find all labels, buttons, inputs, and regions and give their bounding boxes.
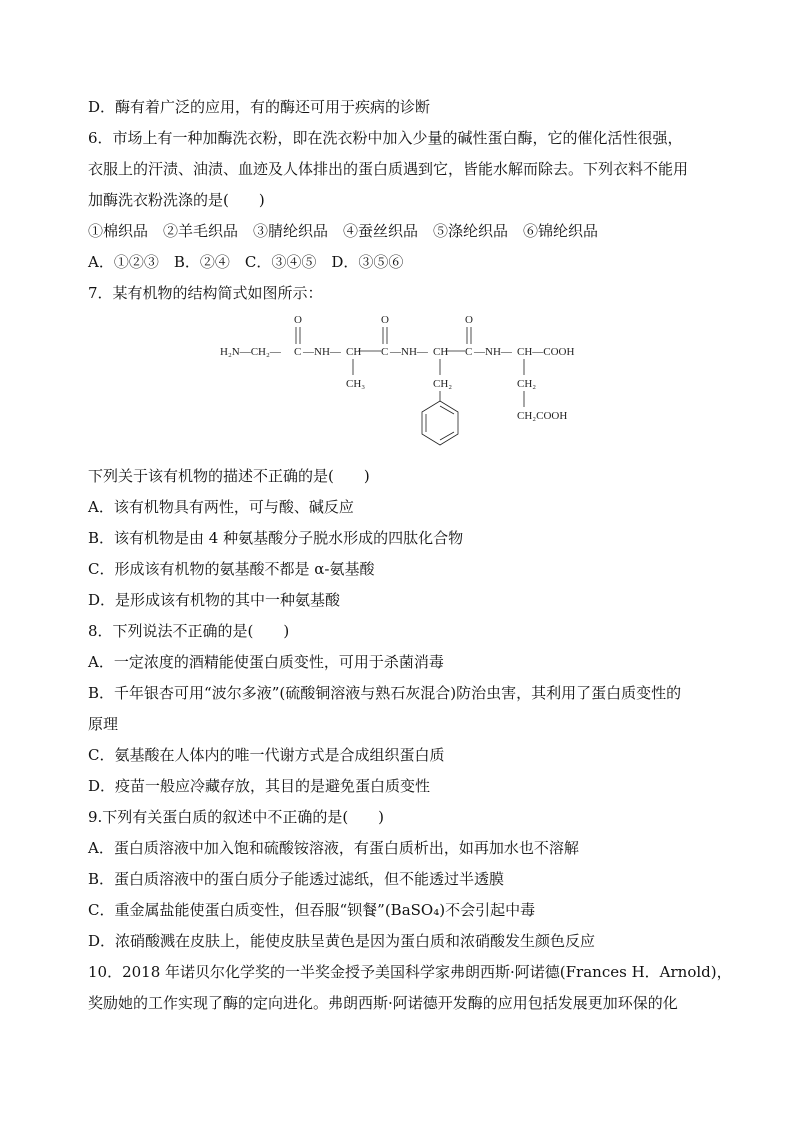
side-chain-methylene: CH₂ <box>517 378 537 390</box>
chain-alpha-carbon: CH <box>346 346 362 358</box>
question-7-option-c: C．形成该有机物的氨基酸不都是 α-氨基酸 <box>88 560 375 578</box>
methyl-group: CH₃ <box>346 378 366 390</box>
question-9-stem: 9.下列有关蛋白质的叙述中不正确的是( ) <box>88 808 385 826</box>
structural-formula <box>88 311 728 461</box>
chain-amide-nh: —NH— <box>303 346 341 358</box>
question-9-option-d: D．浓硝酸溅在皮肤上，能使皮肤呈黄色是因为蛋白质和浓硝酸发生颜色反应 <box>88 932 596 950</box>
structural-formula-drawing <box>220 311 600 461</box>
question-8-option-a: A．一定浓度的酒精能使蛋白质变性，可用于杀菌消毒 <box>88 653 444 671</box>
question-9-option-c: C．重金属盐能使蛋白质变性，但吞服“钡餐”(BaSO₄)不会引起中毒 <box>88 901 536 919</box>
chain-terminal-carboxyl: CH—COOH <box>517 346 575 358</box>
question-6-options: A．①②③ B．②④ C．③④⑤ D．③⑤⑥ <box>88 253 404 271</box>
side-chain-carboxyl: CH₂COOH <box>517 410 568 422</box>
question-6-items: ①棉织品 ②羊毛织品 ③腈纶织品 ④蚕丝织品 ⑤涤纶织品 ⑥锦纶织品 <box>88 222 599 240</box>
question-8-option-b: B．千年银杏可用“波尔多液”(硫酸铜溶液与熟石灰混合)防治虫害，其利用了蛋白质变性的 <box>88 684 682 702</box>
question-8-option-c: C．氨基酸在人体内的唯一代谢方式是合成组织蛋白质 <box>88 746 445 764</box>
chain-alpha-carbon: CH <box>433 346 449 358</box>
chain-amide-nh: —NH— <box>474 346 512 358</box>
chain-amino-methylene: H₂N—CH₂— <box>220 346 281 358</box>
chain-carbonyl-carbon: C <box>381 346 389 358</box>
question-7-option-a: A．该有机物具有两性，可与酸、碱反应 <box>88 498 354 516</box>
question-8-option-b-cont: 原理 <box>88 715 119 733</box>
question-6-line: 6．市场上有一种加酶洗衣粉，即在洗衣粉中加入少量的碱性蛋白酶，它的催化活性很强， <box>88 129 683 147</box>
question-8-option-d: D．疫苗一般应冷藏存放，其目的是避免蛋白质变性 <box>88 777 431 795</box>
question-9-option-a: A．蛋白质溶液中加入饱和硫酸铵溶液，有蛋白质析出，如再加水也不溶解 <box>88 839 579 857</box>
question-8-stem: 8．下列说法不正确的是( ) <box>88 622 290 640</box>
chain-carbonyl-carbon: C <box>465 346 473 358</box>
text-block-top <box>88 92 728 309</box>
question-6-line: 加酶洗衣粉洗涤的是( ) <box>88 191 265 209</box>
question-7-option-d: D．是形成该有机物的其中一种氨基酸 <box>88 591 341 609</box>
question-6-line: 衣服上的汗渍、油渍、血迹及人体排出的蛋白质遇到它，皆能水解而除去。下列衣料不能用 <box>88 160 689 178</box>
benzene-ring-icon <box>422 401 458 445</box>
benzyl-methylene: CH₂ <box>433 378 453 390</box>
question-7-prompt: 下列关于该有机物的描述不正确的是( ) <box>88 467 370 485</box>
question-7-option-b: B．该有机物是由 4 种氨基酸分子脱水形成的四肽化合物 <box>88 529 464 547</box>
carbonyl-oxygen-label: O <box>465 314 473 326</box>
question-9-option-b: B．蛋白质溶液中的蛋白质分子能透过滤纸，但不能透过半透膜 <box>88 870 505 888</box>
text-line: D．酶有着广泛的应用，有的酶还可用于疾病的诊断 <box>88 98 431 116</box>
carbonyl-oxygen-label: O <box>294 314 302 326</box>
document-page <box>88 92 732 1019</box>
chain-carbonyl-carbon: C <box>294 346 302 358</box>
question-10-line: 10．2018 年诺贝尔化学奖的一半奖金授予美国科学家弗朗西斯·阿诺德(Frances H．Arnold)， <box>88 963 732 981</box>
question-7-stem: 7．某有机物的结构简式如图所示： <box>88 284 323 302</box>
chain-amide-nh: —NH— <box>390 346 428 358</box>
carbonyl-oxygen-label: O <box>381 314 389 326</box>
question-10-line: 奖励她的工作实现了酶的定向进化。弗朗西斯·阿诺德开发酶的应用包括发展更加环保的化 <box>88 994 678 1012</box>
text-block-bottom <box>88 461 732 1019</box>
